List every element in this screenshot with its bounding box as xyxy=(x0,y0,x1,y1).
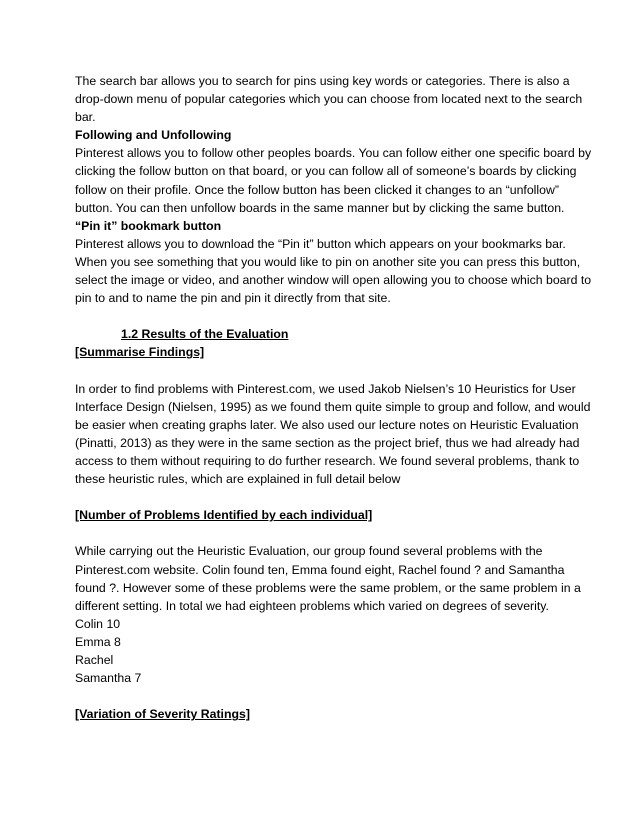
section-heading: 1.2 Results of the Evaluation xyxy=(121,327,289,342)
following-paragraph: Pinterest allows you to follow other peoples boards. You can follow either one specific board by clicking the follow button on that board, or you can follow all of someone’s boards by clicking follow on their profile. Once the follow button has been clicked it changes to an “unfollow” button. You can then unfollow boards in the same manner but by clicking the same button. xyxy=(75,146,592,215)
spacer xyxy=(75,524,595,542)
severity-heading: [Variation of Severity Ratings] xyxy=(75,707,250,722)
pinit-paragraph: Pinterest allows you to download the “Pin it” button which appears on your bookmarks bar. When you see something that you would like to pin on another site you can press this button, select the image or video, and another window will open allowing you to choose which board to pin to and to name the pin and pin it directly from that site. xyxy=(75,236,592,306)
individual-line-emma: Emma 8 xyxy=(75,634,121,649)
intro-paragraph: The search bar allows you to search for pins using key words or categories. There is also a drop-down menu of popular categories which you can choose from located next to the search bar. xyxy=(75,74,583,125)
spacer xyxy=(75,307,595,325)
problems-paragraph: While carrying out the Heuristic Evaluation, our group found several problems with the Pinterest.com website. Colin found ten, Emma found eight, Rachel found ? and Samantha found ?. However some of these problems were the same problem, or the same problem in a different setting. In total we had eighteen problems which varied on degrees of severity. xyxy=(75,544,581,613)
individual-line-rachel: Rachel xyxy=(75,653,114,667)
individual-line-samantha: Samantha 7 xyxy=(75,671,142,686)
pinit-heading: “Pin it” bookmark button xyxy=(75,218,222,233)
spacer xyxy=(75,362,595,380)
individual-line-colin: Colin 10 xyxy=(75,616,121,631)
document-page xyxy=(75,72,595,723)
problems-heading: [Number of Problems Identified by each individual] xyxy=(75,508,373,523)
spacer xyxy=(75,488,595,506)
summarise-paragraph: In order to find problems with Pinterest.com, we used Jakob Nielsen’s 10 Heuristics for User Interface Design (Nielsen, 1995) as we found them quite simple to group and follow, and would be easier when creating graphs later. We also used our lecture notes on Heuristic Evaluation (Pinatti, 2013) as they were in the same section as the project brief, thus we had already had access to them without requiring to do further research. We found several problems, thank to these heuristic rules, which are explained in full detail below xyxy=(75,381,591,487)
summarise-heading: [Summarise Findings] xyxy=(75,345,205,360)
spacer xyxy=(75,687,595,705)
following-heading: Following and Unfollowing xyxy=(75,128,232,143)
